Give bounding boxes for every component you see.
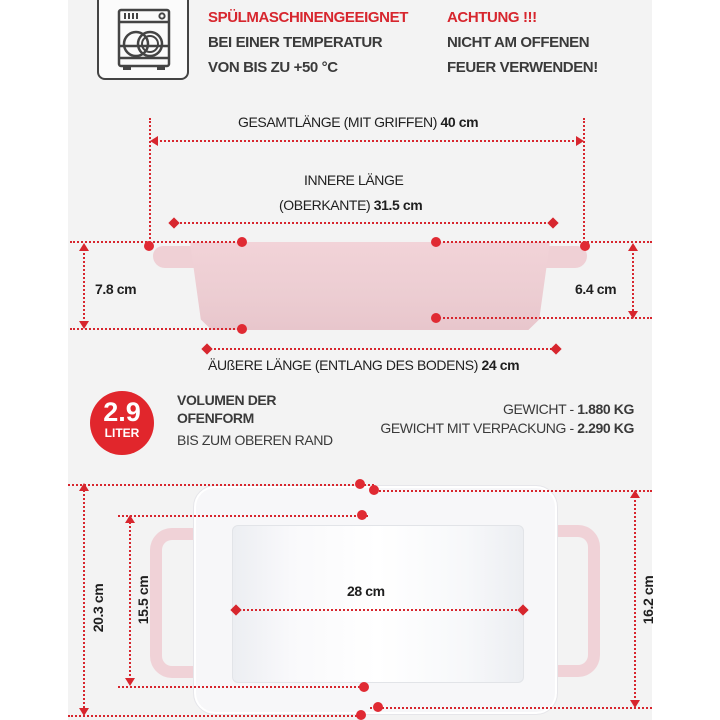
body-width-guide-top [376,490,652,492]
inner-height-value: 6.4 cm [575,281,617,297]
marker-dot-icon [237,237,247,247]
body-width-value: 16.2 cm [640,575,656,625]
arrow-down-icon [125,678,135,686]
inner-bottom-guide [436,317,652,319]
inner-width-guide-top [118,515,368,517]
volume-unit: LITER [104,426,140,440]
arrow-left-icon [150,136,158,146]
bottom-edge-guide [70,328,242,330]
inner-length-label-line1: INNERE LÄNGE [304,172,404,188]
inner-length-top-value: 28 cm [347,583,385,599]
outer-length-caption [208,357,519,373]
arrow-up-icon [79,243,89,251]
inner-length-label-line2: (OBERKANTE) [279,197,371,213]
total-length-caption [238,114,478,130]
weight-gross-value: 2.290 KG [577,420,634,436]
body-width-line [634,493,636,705]
marker-dot-icon [369,485,379,495]
inner-width-line [129,518,131,684]
marker-dot-icon [357,510,367,520]
marker-dot-icon [359,682,369,692]
marker-dot-icon [373,702,383,712]
arrow-down-icon [630,700,640,708]
volume-badge [90,391,154,455]
outer-width-value: 20.3 cm [90,583,106,633]
body-width-guide-bottom [370,707,652,709]
total-length-line [152,140,582,142]
outer-width-line [83,486,85,712]
inner-width-guide-bottom [118,686,368,688]
warning-title: ACHTUNG !!! [447,9,537,26]
arrow-right-icon [576,136,584,146]
inner-length-value: 31.5 cm [373,197,423,213]
marker-dot-icon [580,241,590,251]
inner-width-value: 15.5 cm [135,575,151,625]
dishwasher-title: SPÜLMASCHINENGEEIGNET [208,9,408,26]
arrow-up-icon [630,490,640,498]
inner-length-line [173,222,553,224]
inner-length-top-line [236,609,524,611]
marker-dot-icon [431,313,441,323]
weight-gross [380,420,634,436]
inner-height-line [632,246,634,314]
dishwasher-icon [97,0,189,80]
volume-title-line2: OFENFORM [177,410,254,426]
arrow-up-icon [79,483,89,491]
marker-dot-icon [144,241,154,251]
total-height-line [83,246,85,326]
outer-width-guide-top [68,484,374,486]
dish-top-cavity [232,525,524,683]
dishwasher-line2: VON BIS ZU +50 °C [208,59,338,76]
top-edge-guide-right [436,241,652,243]
volume-subtitle: BIS ZUM OBEREN RAND [177,432,333,448]
total-length-label: GESAMTLÄNGE (MIT GRIFFEN) [238,114,437,130]
total-height-value: 7.8 cm [95,281,137,297]
arrow-down-icon [628,311,638,319]
marker-dot-icon [237,324,247,334]
marker-dot-icon [356,710,366,720]
weight-net-label: GEWICHT - [502,401,574,417]
marker-dot-icon [431,237,441,247]
outer-length-value: 24 cm [481,357,520,373]
top-edge-guide-left [70,241,242,243]
arrow-up-icon [628,243,638,251]
outer-width-guide-bottom [68,715,360,717]
outer-length-line [206,348,556,350]
arrow-up-icon [125,515,135,523]
weight-net [503,401,634,417]
warning-line1: NICHT AM OFFENEN [447,34,590,51]
arrow-down-icon [79,708,89,716]
marker-dot-icon [355,479,365,489]
total-length-value: 40 cm [440,114,479,130]
volume-value: 2.9 [103,397,141,427]
dishwasher-line1: BEI EINER TEMPERATUR [208,34,383,51]
volume-title-line1: VOLUMEN DER [177,392,277,408]
weight-net-value: 1.880 KG [577,401,634,417]
inner-length-caption [279,197,422,213]
weight-gross-label: GEWICHT MIT VERPACKUNG - [380,420,574,436]
warning-line2: FEUER VERWENDEN! [447,59,598,76]
outer-length-label: ÄUßERE LÄNGE (ENTLANG DES BODENS) [208,357,478,373]
arrow-down-icon [79,321,89,329]
